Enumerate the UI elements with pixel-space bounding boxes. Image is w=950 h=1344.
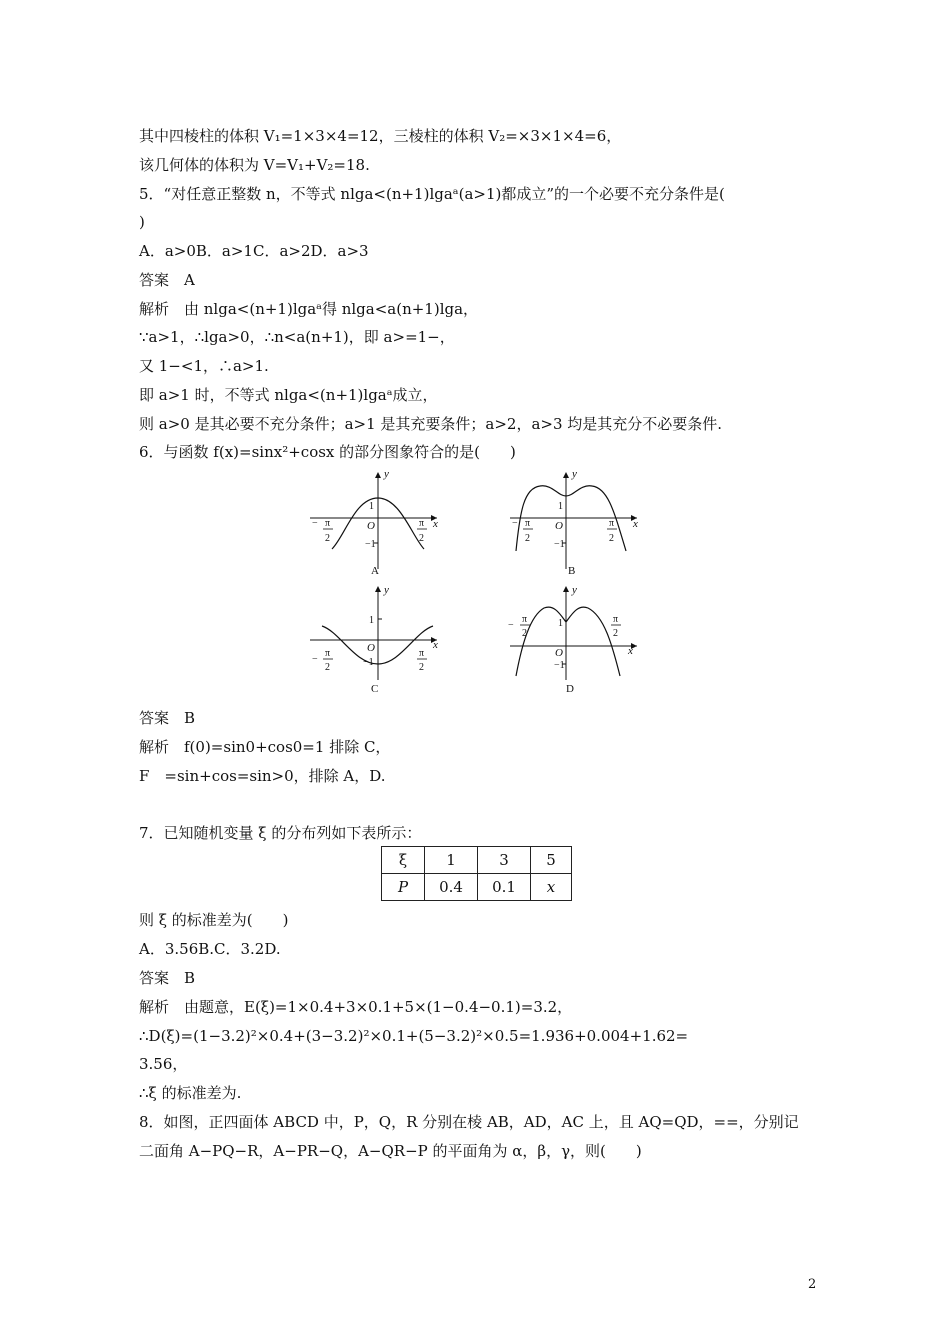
graph-b: [500, 466, 650, 578]
graph-b-x-label: x: [633, 518, 638, 530]
graph-d-two-right: 2: [613, 628, 618, 639]
graph-a-y-label: y: [384, 468, 389, 480]
solution-5-line-4: 即 a>1 时，不等式 nlga<(n+1)lgaᵃ成立，: [139, 386, 438, 404]
solution-7-line-4: ∴ξ 的标准差为.: [139, 1084, 242, 1102]
text-line-1: 其中四棱柱的体积 V₁=1×3×4=12，三棱柱的体积 V₂=×3×1×4=6，: [139, 127, 622, 145]
question-5-stem: 5．“对任意正整数 n，不等式 nlga<(n+1)lgaᵃ(a>1)都成立”的一个必要不充分条件是(: [139, 185, 725, 203]
solution-6-line-1: 解析 f(0)=sin0+cos0=1 排除 C，: [139, 738, 391, 756]
table-cell: 0.4: [425, 874, 478, 901]
graph-d-neg-one: −1: [554, 660, 565, 671]
graph-c-pi-right: π: [419, 648, 425, 659]
solution-7-line-3: 3.56，: [139, 1055, 188, 1073]
question-6-stem: 6．与函数 f(x)=sinx²+cosx 的部分图象符合的是( ): [139, 443, 516, 461]
graph-b-neg-one: −1: [554, 539, 565, 550]
answer-6: 答案 B: [139, 709, 196, 727]
solution-5-line-1: 解析 由 nlga<(n+1)lgaᵃ得 nlga<a(n+1)lga，: [139, 300, 479, 318]
solution-5-line-5: 则 a>0 是其必要不充分条件；a>1 是其充要条件；a>2，a>3 均是其充分不必要条件.: [139, 415, 723, 433]
graph-a-two-right: 2: [419, 533, 424, 544]
graph-c-minus: −: [312, 654, 318, 665]
graph-b-caption: B: [568, 565, 576, 577]
table-cell: 5: [531, 847, 572, 874]
question-5-options: A．a>0B．a>1C．a>2D．a>3: [139, 242, 369, 260]
solution-5-line-3: 又 1−<1，∴a>1.: [139, 357, 269, 375]
text-line-2: 该几何体的体积为 V=V₁+V₂=18.: [139, 156, 370, 174]
graph-c-neg-one: −1: [363, 657, 374, 668]
graph-b-origin: O: [555, 520, 563, 532]
graph-a-x-label: x: [433, 518, 438, 530]
question-7-options: A．3.56B.C．3.2D.: [139, 940, 281, 958]
graph-c: [300, 584, 450, 696]
graph-c-two-left: 2: [325, 662, 330, 673]
table-cell: 3: [478, 847, 531, 874]
graph-d-two-left: 2: [522, 628, 527, 639]
graph-d-pi-right: π: [613, 614, 619, 625]
graph-d-origin: O: [555, 647, 563, 659]
graph-b-y-label: y: [572, 468, 577, 480]
solution-7-line-2: ∴D(ξ)=(1−3.2)²×0.4+(3−3.2)²×0.1+(5−3.2)²×0.5=1.936+0.004+1.62=: [139, 1027, 689, 1045]
graph-a-pi-right: π: [419, 518, 425, 529]
graph-a-two-left: 2: [325, 533, 330, 544]
answer-5: 答案 A: [139, 271, 195, 289]
graph-b-one: 1: [558, 501, 563, 512]
graph-a-one: 1: [369, 501, 374, 512]
graph-c-origin: O: [367, 642, 375, 654]
graph-c-one: 1: [369, 615, 374, 626]
graph-d: [500, 584, 650, 696]
question-8-line-2: 二面角 A−PQ−R，A−PR−Q，A−QR−P 的平面角为 α，β，γ，则( ): [139, 1142, 642, 1160]
graph-d-one: 1: [558, 618, 563, 629]
solution-7-line-1: 解析 由题意，E(ξ)=1×0.4+3×0.1+5×(1−0.4−0.1)=3.2，: [139, 998, 573, 1016]
graph-d-y-label: y: [572, 584, 577, 596]
graph-c-caption: C: [371, 683, 379, 695]
table-cell: 0.1: [478, 874, 531, 901]
graph-c-x-label: x: [433, 639, 438, 651]
graph-a: [300, 466, 450, 578]
page-number: 2: [808, 1277, 817, 1292]
table-cell: ξ: [382, 847, 425, 874]
graph-b-two-left: 2: [525, 533, 530, 544]
question-5-paren: ): [139, 213, 145, 231]
graph-a-origin: O: [367, 520, 375, 532]
question-7-stem: 7．已知随机变量 ξ 的分布列如下表所示：: [139, 824, 422, 842]
graph-d-minus: −: [508, 620, 514, 631]
graph-d-pi-left: π: [522, 614, 528, 625]
graph-b-two-right: 2: [609, 533, 614, 544]
question-8-line-1: 8．如图，正四面体 ABCD 中，P，Q，R 分别在棱 AB，AD，AC 上，且 AQ=QD，==，分别记: [139, 1113, 799, 1131]
graph-a-pi-left: π: [325, 518, 331, 529]
solution-5-line-2: ∵a>1，∴lga>0，∴n<a(n+1)，即 a>=1−，: [139, 328, 455, 346]
distribution-table: [381, 846, 572, 901]
graph-d-x-label: x: [628, 645, 633, 657]
answer-7: 答案 B: [139, 969, 196, 987]
graph-a-minus: −: [312, 518, 318, 529]
graph-b-minus: −: [512, 518, 518, 529]
question-7-ask: 则 ξ 的标准差为( ): [139, 911, 289, 929]
table-cell: x: [531, 874, 572, 901]
graph-c-two-right: 2: [419, 662, 424, 673]
table-cell: P: [382, 874, 425, 901]
graph-a-neg-one: −1: [365, 539, 376, 550]
table-row: [382, 874, 572, 901]
graph-b-pi-left: π: [525, 518, 531, 529]
graph-c-pi-left: π: [325, 648, 331, 659]
table-row: [382, 847, 572, 874]
graph-b-pi-right: π: [609, 518, 615, 529]
solution-6-line-2: F =sin+cos=sin>0，排除 A，D.: [139, 767, 386, 785]
graph-d-caption: D: [566, 683, 574, 695]
graph-c-y-label: y: [384, 584, 389, 596]
table-cell: 1: [425, 847, 478, 874]
graph-a-caption: A: [371, 565, 379, 577]
